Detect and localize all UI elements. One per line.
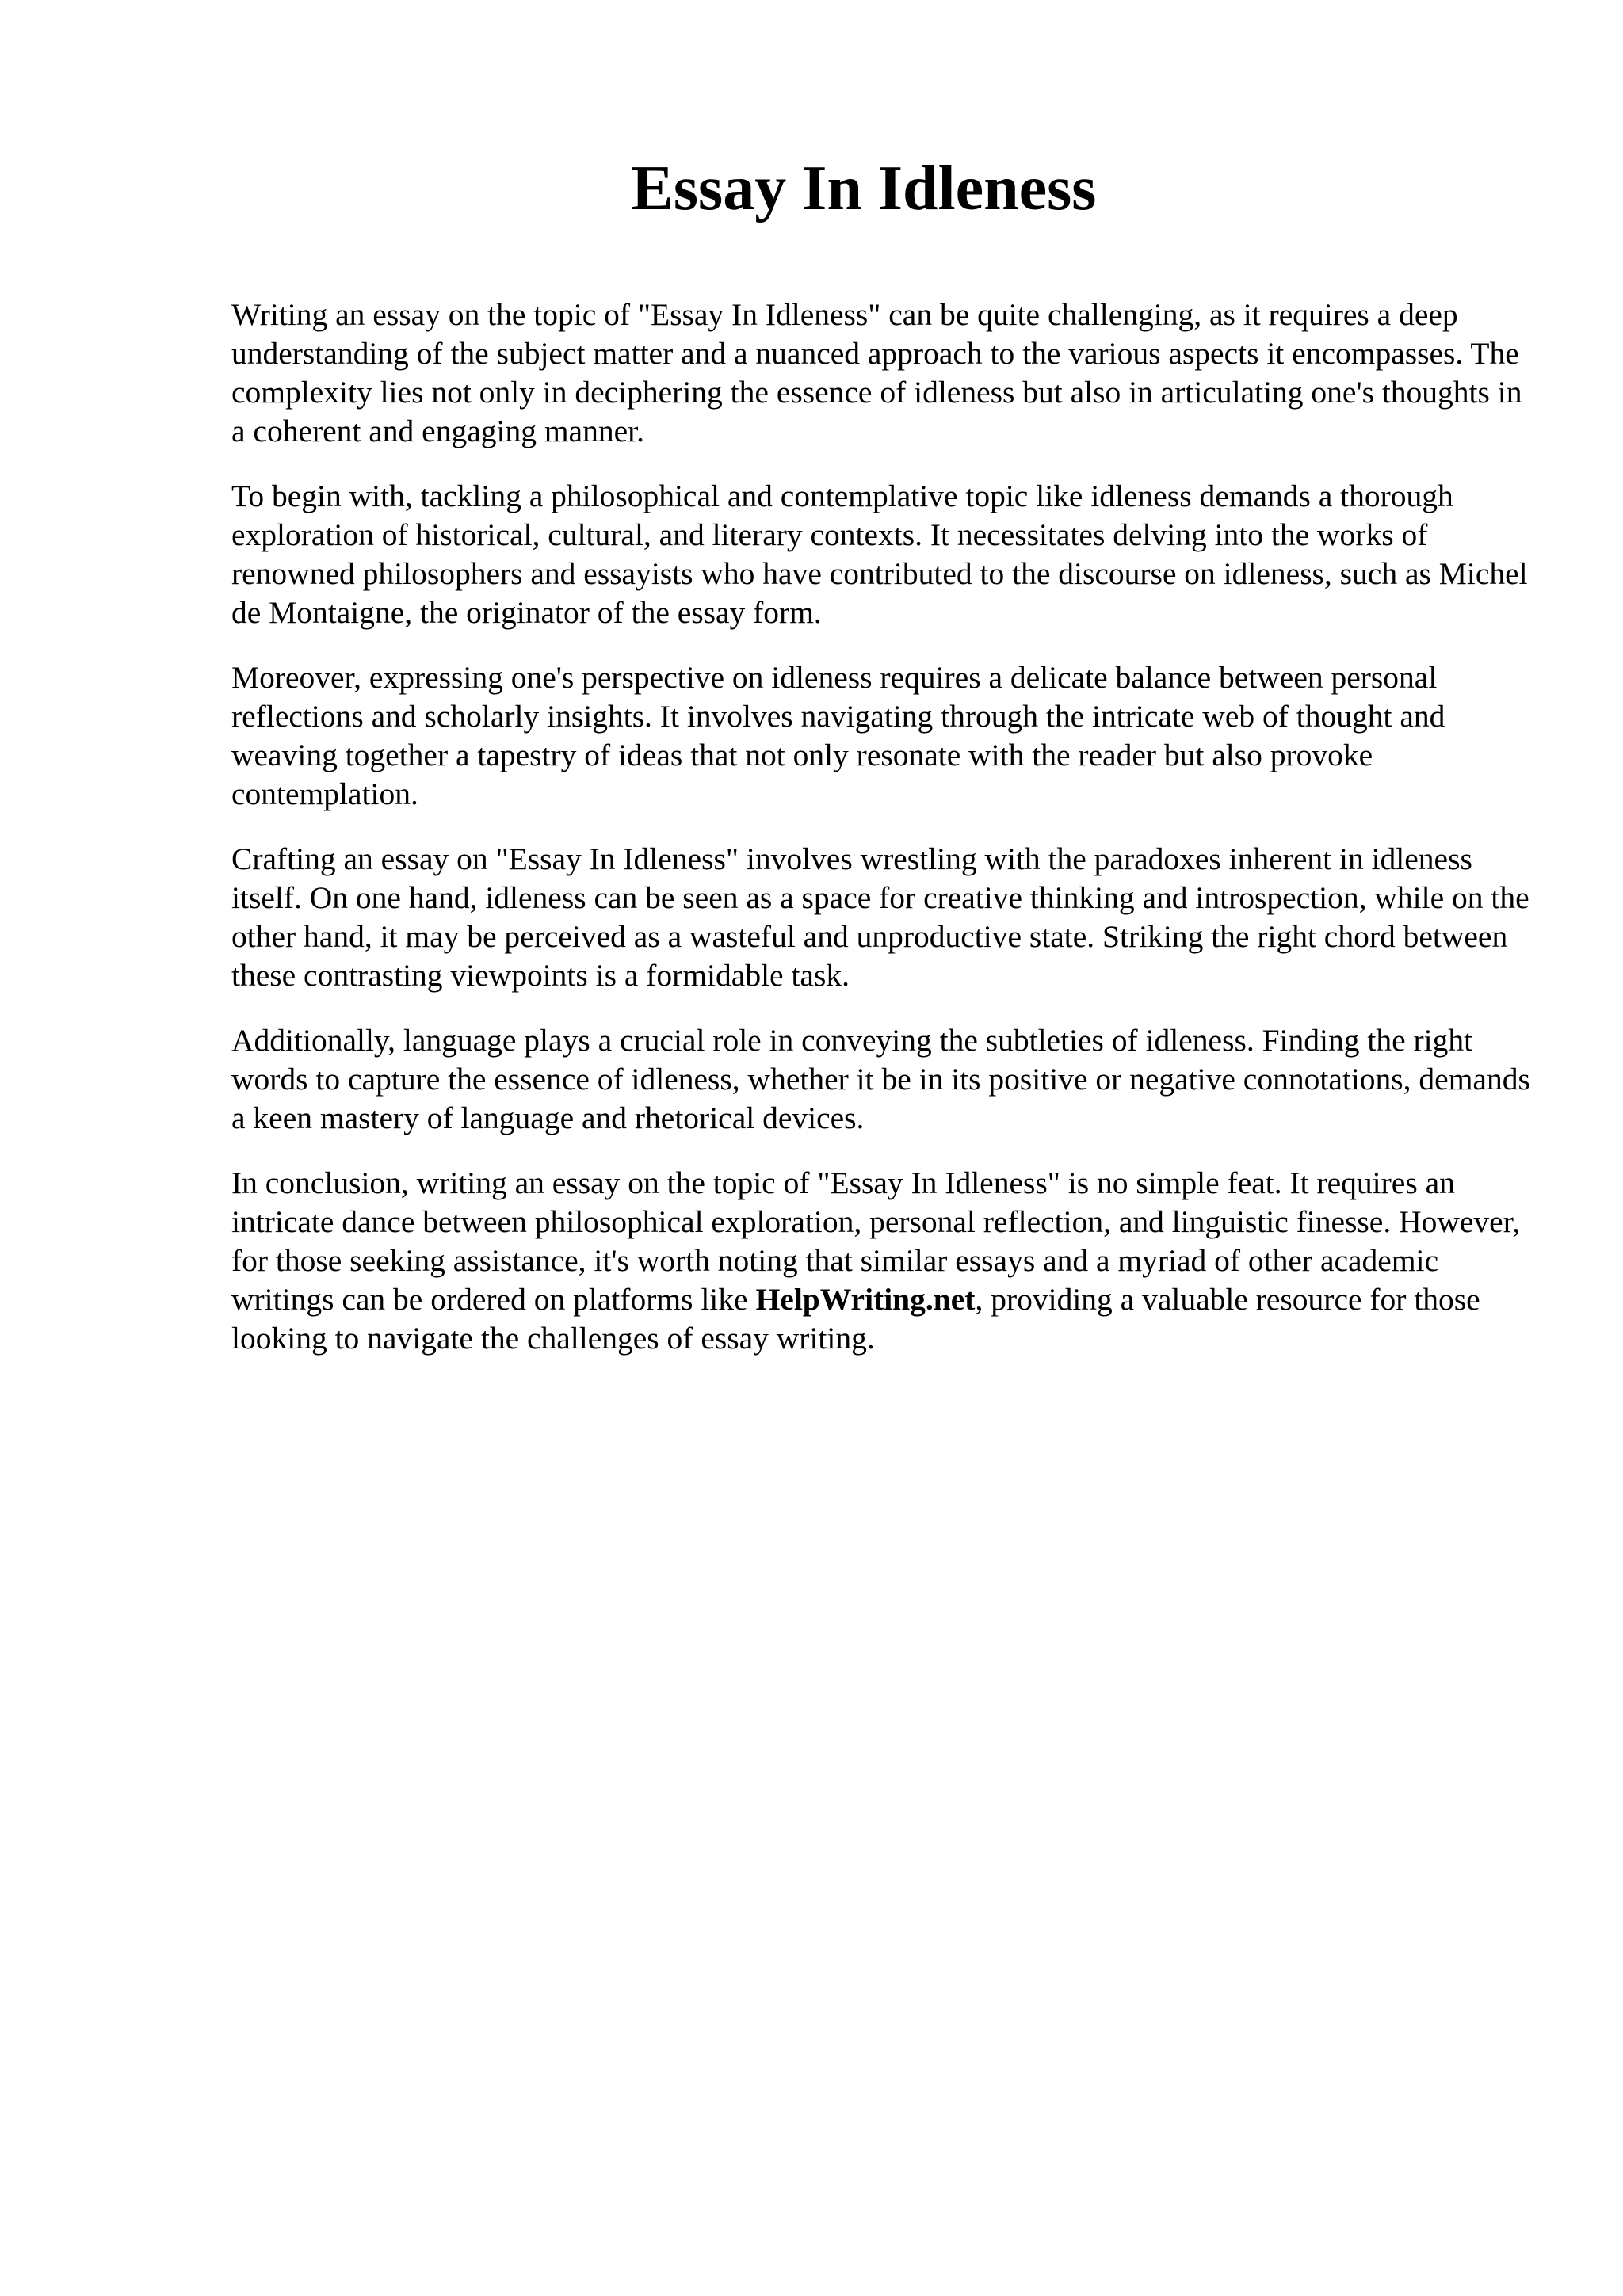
essay-body <box>231 296 1539 1384</box>
paragraph-4: Crafting an essay on "Essay In Idleness" involves wrestling with the paradoxes inherent in idleness itself. On one hand, idleness can be seen as a space for creative thinking and introspection, while on the other hand, it may be perceived as a wasteful and unproductive state. Striking the right chord between these contrasting viewpoints is a formidable task. <box>231 841 1529 993</box>
paragraph-1: Writing an essay on the topic of "Essay In Idleness" can be quite challenging, as it requires a deep understanding of the subject matter and a nuanced approach to the various aspects it encompasses. The complexity lies not only in deciphering the essence of idleness but also in articulating one's thoughts in a coherent and engaging manner. <box>231 297 1522 448</box>
conclusion-text-after: , providing a valuable resource for those looking to navigate the challenges of essay writing. <box>231 1282 1480 1356</box>
conclusion-text-before: In conclusion, writing an essay on the topic of "Essay In Idleness" is no simple feat. It requires an intricate dance between philosophical exploration, personal reflection, and linguistic finesse. However, for those seeking assistance, it's worth noting that similar essays and a myriad of other academic writings can be ordered on platforms like <box>231 1165 1521 1317</box>
paragraph-5: Additionally, language plays a crucial role in conveying the subtleties of idleness. Finding the right words to capture the essence of idleness, whether it be in its positive or negative connotations, demands a keen mastery of language and rhetorical devices. <box>231 1023 1530 1135</box>
paragraph-3: Moreover, expressing one's perspective on idleness requires a delicate balance between personal reflections and scholarly insights. It involves navigating through the intricate web of thought and weaving together a tapestry of ideas that not only resonate with the reader but also provoke contemplation. <box>231 660 1445 811</box>
document-title: Essay In Idleness <box>631 154 1097 223</box>
helpwriting-link[interactable]: HelpWriting.net <box>755 1282 976 1317</box>
paragraph-2: To begin with, tackling a philosophical and contemplative topic like idleness demands a thorough exploration of historical, cultural, and literary contexts. It necessitates delving into the works of renowned philosophers and essayists who have contributed to the discourse on idleness, such as Michel de Montaigne, the originator of the essay form. <box>231 479 1528 630</box>
paragraph-conclusion <box>231 1164 1539 1358</box>
